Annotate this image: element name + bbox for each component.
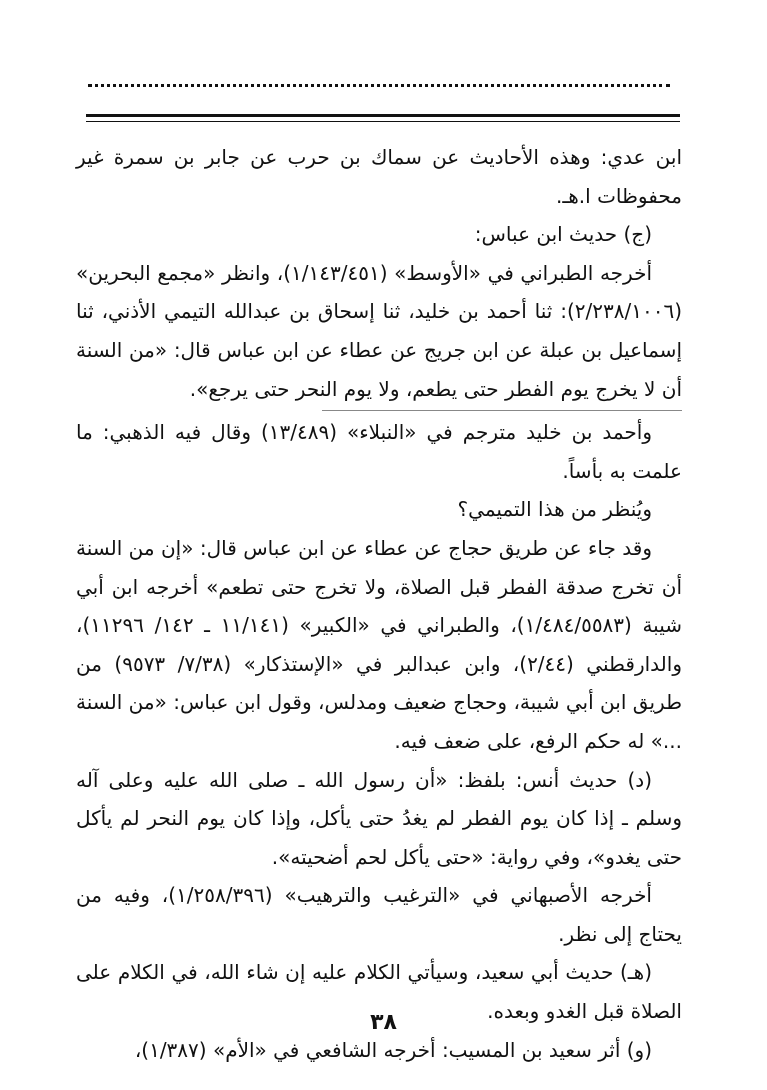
paragraph: (د) حديث أنس: بلفظ: «أن رسول الله ـ صلى الله عليه وعلى آله وسلم ـ إذا كان يوم الفطر لم يغدُ حتى يأكل، وإذا كان يوم النحر لم يأكل حتى يغدو»، وفي رواية: «حتى يأكل لحم أضحيته».: [76, 767, 682, 869]
paragraph: أخرجه الأصبهاني في «الترغيب والترهيب» (١/٢٥٨/٣٩٦)، وفيه من يحتاج إلى نظر.: [76, 883, 682, 946]
paragraph: (هـ) حديث أبي سعيد، وسيأتي الكلام عليه إن شاء الله، في الكلام على الصلاة قبل الغدو وبعده.: [76, 960, 682, 1024]
header-rule-thick: [86, 114, 680, 117]
dotted-rule: [88, 84, 670, 87]
paragraph: وقد جاء عن طريق حجاج عن عطاء عن ابن عباس قال: «إن من السنة أن تخرج صدقة الفطر قبل الصلاة، ولا تخرج حتى تطعم» أخرجه ابن أبي شيبة (١/٤٨٤/٥٥٨٣)، والطبراني في «الكبير» (١١/١٤١ ـ ١٤٢/ ١١٢٩٦)، والدارقطني (٢/٤٤)، وابن عبدالبر في «الإستذكار» (٧/٣٨/ ٩٥٧٣) من طريق ابن أبي شيبة، وحجاج ضعيف ومدلس، وقول ابن عباس: «من السنة ...» له حكم الرفع، على ضعف فيه.: [76, 535, 682, 753]
paragraph: وأحمد بن خليد مترجم في «النبلاء» (١٣/٤٨٩) وقال فيه الذهبي: ما علمت به بأساً.: [76, 420, 682, 483]
paragraph: ويُنظر من هذا التميمي؟: [457, 497, 652, 522]
paragraph: (ج) حديث ابن عباس:: [474, 222, 652, 247]
page-number: ٣٨: [370, 1010, 397, 1035]
paragraph: أخرجه الطبراني في «الأوسط» (١/١٤٣/٤٥١)، وانظر «مجمع البحرين» (٢/٢٣٨/١٠٠٦): ثنا أحمد بن خليد، ثنا إسحاق بن عبدالله التيمي الأذني، ثنا إسماعيل بن عبلة عن ابن جريج عن عطاء عن ابن عباس قال: «من السنة أن لا يخرج يوم الفطر حتى يطعم، ولا يوم النحر حتى يرجع».: [76, 260, 682, 401]
paragraph: (و) أثر سعيد بن المسيب: أخرجه الشافعي في «الأم» (١/٣٨٧)،: [134, 1037, 652, 1062]
footnote-text: [76, 138, 682, 1069]
paragraph: ابن عدي: وهذه الأحاديث عن سماك بن حرب عن جابر بن سمرة غير محفوظات ا.هـ.: [76, 145, 682, 208]
divider: [322, 410, 682, 411]
header-rule-thin: [86, 121, 680, 122]
